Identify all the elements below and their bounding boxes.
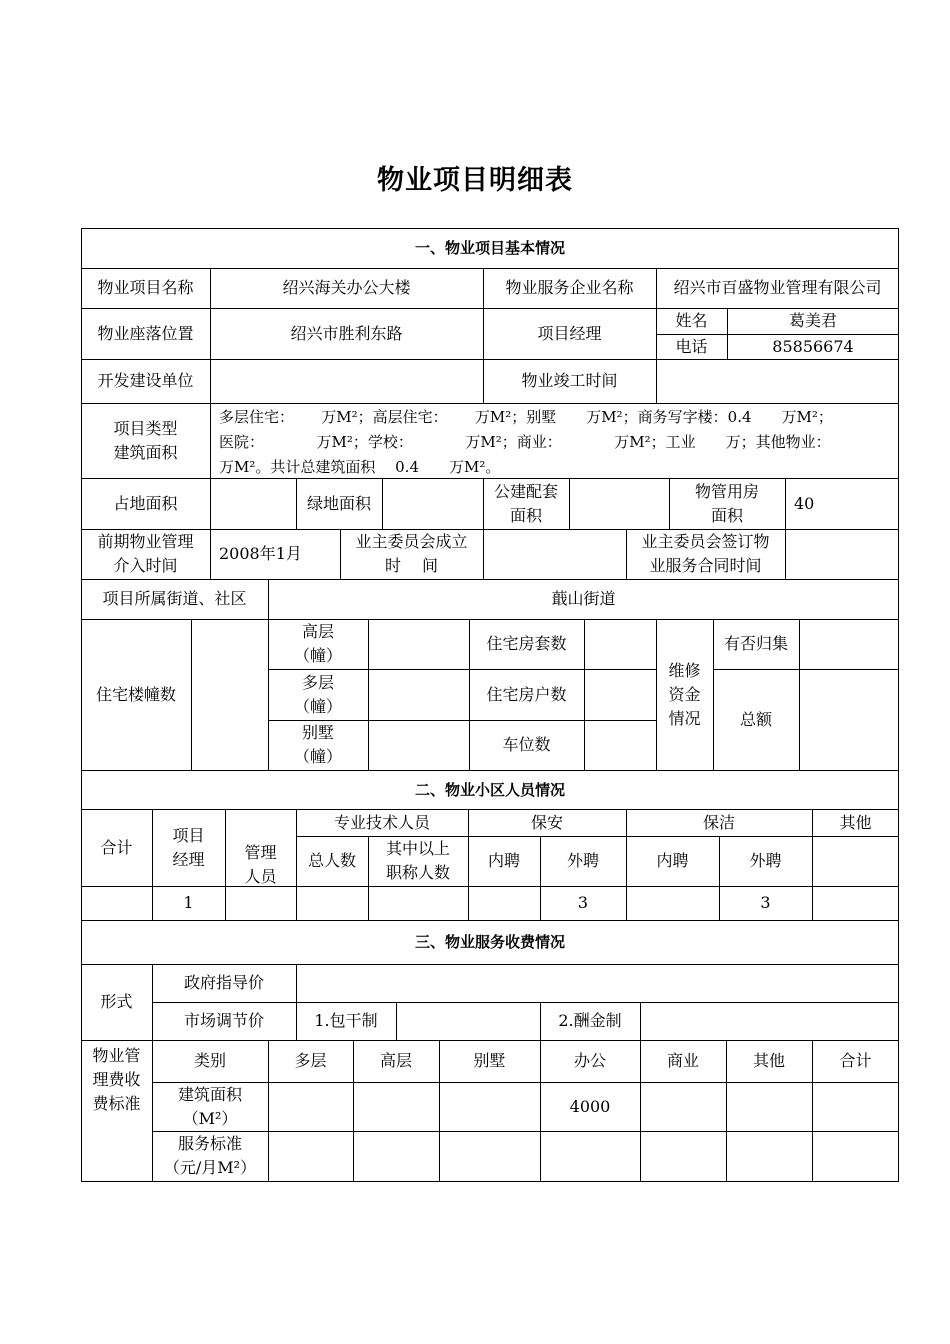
manager-phone-value: 85856674 — [772, 336, 854, 356]
green-area-label: 绿地面积 — [306, 493, 371, 513]
land-area-label: 占地面积 — [113, 493, 178, 513]
manager-name-label: 姓名 — [675, 311, 708, 330]
admin-staff-label: 管理 人员 — [244, 842, 277, 886]
developer-label: 开发建设单位 — [97, 371, 194, 390]
contract-value — [785, 529, 899, 579]
cleaning-external-value: 3 — [760, 893, 771, 912]
location-value: 绍兴市胜利东路 — [290, 323, 403, 343]
fee-header-multi: 多层 — [294, 1051, 327, 1070]
multi-storey-label: 多层 （幢） — [293, 672, 342, 716]
green-area-value — [382, 478, 483, 529]
developer-value — [210, 359, 483, 403]
page-title: 物业项目明细表 — [377, 165, 573, 196]
maintenance-fund-label: 维修 资金 情况 — [668, 660, 701, 728]
fee-header-category: 类别 — [193, 1051, 226, 1070]
villa-label: 别墅 （幢） — [293, 723, 342, 766]
manager-name-value: 葛美君 — [788, 311, 837, 330]
completion-label: 物业竣工时间 — [521, 371, 618, 390]
fund-total-label: 总额 — [739, 709, 772, 729]
cleaning-internal-label: 内聘 — [656, 851, 689, 870]
section2-heading: 二、物业小区人员情况 — [414, 780, 565, 799]
early-mgmt-label: 前期物业管理 介入时间 — [97, 532, 194, 575]
security-internal-label: 内聘 — [487, 851, 520, 870]
security-external-value: 3 — [577, 893, 589, 912]
tech-total-label: 总人数 — [307, 851, 356, 870]
fee-header-villa: 别墅 — [473, 1051, 506, 1070]
public-area-value — [569, 478, 669, 529]
fee-header-commercial: 商业 — [666, 1051, 699, 1070]
fee-header-other: 其他 — [752, 1051, 785, 1070]
section1-heading: 一、物业项目基本情况 — [414, 239, 565, 257]
service-company-value: 绍兴市百盛物业管理有限公司 — [673, 278, 882, 297]
commission-option: 2.酬金制 — [558, 1011, 622, 1030]
project-name-label: 物业项目名称 — [97, 278, 194, 297]
staff-total-value — [81, 886, 152, 920]
contract-label: 业主委员会签订物 业服务合同时间 — [641, 532, 770, 575]
project-manager-value: 1 — [183, 893, 194, 912]
staff-total-label: 合计 — [100, 837, 133, 857]
owners-committee-value — [483, 529, 626, 579]
project-name-value: 绍兴海关办公大楼 — [282, 278, 411, 297]
fee-area-office-value: 4000 — [569, 1096, 611, 1116]
tech-senior-label: 其中以上 职称人数 — [385, 839, 450, 882]
other-staff-label: 其他 — [839, 812, 872, 832]
project-manager-label: 项目 经理 — [172, 825, 205, 869]
units-label: 住宅房套数 — [486, 634, 567, 653]
type-area-label: 项目类型 建筑面积 — [113, 418, 178, 462]
lump-sum-option: 1.包干制 — [314, 1011, 378, 1030]
cleaning-internal-value — [626, 886, 719, 920]
security-external-label: 外聘 — [566, 851, 599, 870]
tech-senior-value — [368, 886, 468, 920]
street-label: 项目所属街道、社区 — [102, 589, 247, 608]
security-label: 保安 — [530, 812, 563, 832]
fee-header-office: 办公 — [573, 1051, 606, 1070]
mgmt-room-value: 40 — [794, 493, 815, 513]
service-company-label: 物业服务企业名称 — [505, 278, 634, 297]
fee-header-total: 合计 — [839, 1051, 872, 1070]
buildings-label: 住宅楼幢数 — [95, 684, 176, 704]
manager-label: 项目经理 — [537, 323, 602, 343]
manager-phone-label: 电话 — [675, 336, 708, 356]
completion-value — [656, 359, 899, 403]
section3-heading: 三、物业服务收费情况 — [414, 933, 565, 951]
fee-form-label: 形式 — [100, 992, 133, 1011]
type-area-description: 多层住宅： 万M²；高层住宅： 万M²；别墅 万M²；商务写字楼：0.4 万M²； 医院： 万M²；学校： 万M²；商业： 万M²；工业 万；其他物业： 万M²。共计总建筑面积 0.4 万M²。 — [219, 408, 833, 476]
fee-standard-row-label: 服务标准 （元/月M²） — [163, 1134, 257, 1177]
households-label: 住宅房户数 — [486, 684, 567, 704]
owners-committee-label: 业主委员会成立 时 间 — [355, 532, 468, 575]
fee-area-label: 建筑面积 （M²） — [177, 1084, 242, 1128]
buildings-total-value — [191, 619, 268, 770]
early-mgmt-value: 2008年1月 — [219, 544, 302, 563]
mgmt-room-label: 物管用房 面积 — [694, 481, 759, 525]
property-detail-table — [81, 228, 899, 1182]
high-rise-label: 高层 （幢） — [293, 622, 342, 665]
land-area-value — [210, 478, 296, 529]
tech-total-value — [296, 886, 368, 920]
tech-staff-label: 专业技术人员 — [333, 812, 430, 832]
other-staff-value — [812, 886, 899, 920]
cleaning-label: 保洁 — [702, 812, 735, 832]
parking-label: 车位数 — [502, 735, 551, 754]
gov-price-label: 政府指导价 — [183, 973, 264, 992]
market-price-label: 市场调节价 — [183, 1011, 264, 1030]
fee-header-high: 高层 — [379, 1051, 412, 1070]
public-area-label: 公建配套 面积 — [493, 481, 558, 525]
location-label: 物业座落位置 — [97, 323, 194, 343]
fee-standard-label: 物业管 理费收 费标准 — [92, 1046, 141, 1113]
cleaning-external-label: 外聘 — [749, 851, 782, 870]
fund-collected-label: 有否归集 — [723, 634, 788, 653]
security-internal-value — [468, 886, 540, 920]
street-value: 蕺山街道 — [551, 589, 616, 608]
